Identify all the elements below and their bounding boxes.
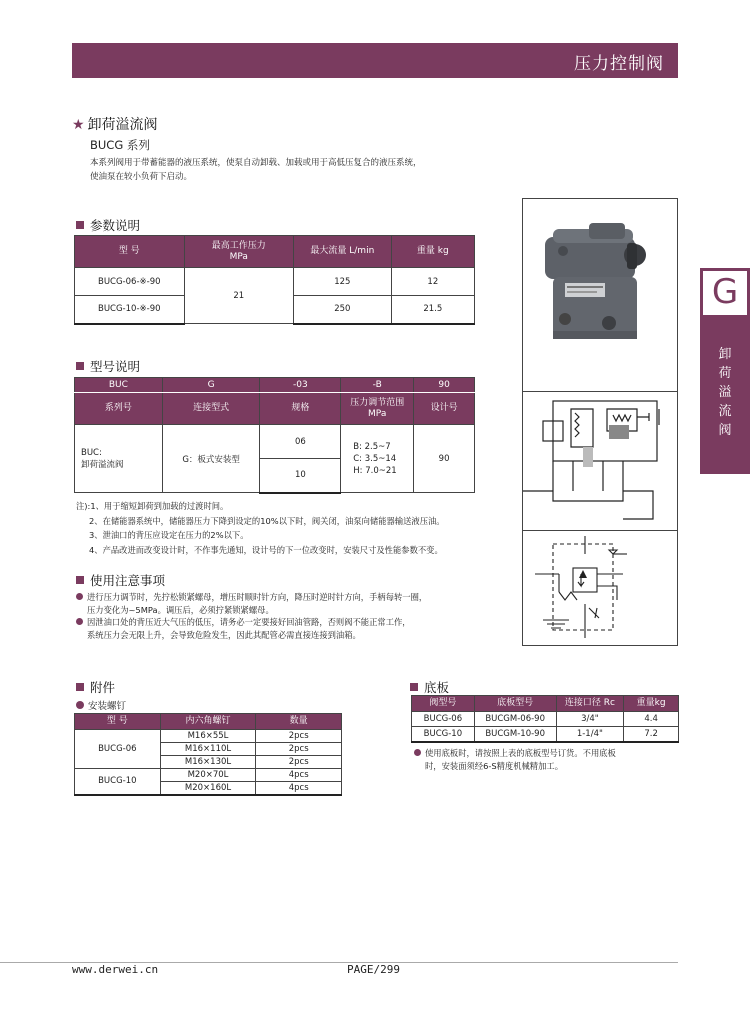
cell-size: 10 (260, 459, 341, 493)
col-range (341, 393, 414, 425)
cell-valve: BUCG-10 (412, 727, 475, 742)
col-weight: 重量 kg (391, 236, 474, 268)
cell-flow: 250 (294, 296, 392, 324)
intro-line: 本系列阀用于带蓄能器的液压系统，使泵自动卸载、加载或用于高低压复合的液压系统， (90, 158, 422, 168)
note-line: 3、泄油口的背压应设定在压力的2%以下。 (89, 530, 249, 541)
table-row (412, 727, 679, 742)
cell-qty: 4pcs (256, 769, 342, 782)
baseplate-note (414, 747, 684, 772)
cell-range (341, 425, 414, 493)
cell-model: BUCG-06 (75, 730, 161, 769)
params-table (74, 235, 475, 325)
col-port: 连接口径 Rc (556, 696, 624, 712)
intro-text (90, 156, 510, 184)
cell-range-line: B: 2.5~7 (353, 441, 391, 452)
side-char: 荷 (718, 366, 732, 381)
product-title (72, 114, 158, 134)
hydraulic-symbol-frame (522, 530, 678, 646)
col-pressure-line1: 最高工作压力 (211, 240, 266, 251)
note-line: 注):1、用于缩短卸荷到加载的过渡时间。 (76, 501, 229, 511)
col-size: 规格 (260, 393, 341, 425)
page-number: PAGE/299 (347, 963, 400, 976)
side-char: 溢 (718, 385, 732, 400)
series-label: BUCG 系列 (90, 138, 150, 152)
cell-size: 06 (260, 425, 341, 459)
col-model: 型 号 (75, 714, 161, 730)
bullet-dot-icon (76, 701, 84, 709)
col-weight: 重量kg (624, 696, 679, 712)
col-connection: 连接型式 (162, 393, 260, 425)
cell-bolt: M20×160L (160, 782, 256, 795)
cell-bolt: M16×55L (160, 730, 256, 743)
col-valve: 阀型号 (412, 696, 475, 712)
usage-heading (76, 571, 165, 589)
cell-connection: G：板式安装型 (162, 425, 260, 493)
cell-qty: 2pcs (256, 743, 342, 756)
cell-model: BUCG-10-※-90 (75, 296, 185, 324)
col-qty: 数量 (256, 714, 342, 730)
page-title: 压力控制阀 (574, 54, 664, 74)
cell-model: BUCG-06-※-90 (75, 268, 185, 296)
baseplate-heading (410, 678, 449, 696)
product-photo-frame (522, 198, 678, 392)
col-series: 系列号 (75, 393, 163, 425)
note-line: 2、在储能器系统中，储能器压力下降到设定的10%以下时，阀关闭，油泵向储能器输送液压油。 (89, 515, 445, 526)
cell-qty: 2pcs (256, 756, 342, 769)
code-part: G (162, 378, 260, 393)
bullet-dot-icon (414, 749, 421, 756)
usage-item-line: 因泄油口处的背压近大气压的低压，请务必一定要接好回油管路，否则阀不能正常工作， (87, 617, 411, 627)
params-heading-text: 参数说明 (90, 218, 141, 233)
col-bolt: 内六角螺钉 (160, 714, 256, 730)
col-model: 型 号 (75, 236, 185, 268)
intro-line: 使油泵在较小负荷下启动。 (90, 172, 193, 182)
cell-bolt: M16×110L (160, 743, 256, 756)
usage-item-line: 进行压力调节时，先拧松锁紧螺母，增压时顺时针方向，降压时逆时针方向，手柄每转一圈， (87, 592, 428, 602)
square-bullet-icon (410, 683, 418, 691)
col-pressure-unit: MPa (229, 251, 248, 262)
cell-model: BUCG-10 (75, 769, 161, 795)
side-char: 流 (718, 404, 732, 419)
col-plate: 底板型号 (474, 696, 556, 712)
product-title-text: 卸荷溢流阀 (87, 117, 158, 133)
cell-range-line: H: 7.0~21 (353, 465, 397, 476)
cell-port: 3/4" (556, 712, 624, 727)
params-heading (76, 216, 140, 234)
cell-qty: 4pcs (256, 782, 342, 795)
model-code-heading-text: 型号说明 (90, 359, 141, 374)
side-char: 卸 (718, 347, 732, 362)
cell-weight: 4.4 (624, 712, 679, 727)
col-design: 设计号 (414, 393, 475, 425)
star-icon: ★ (72, 117, 85, 133)
cell-series-line2: 卸荷溢流阀 (81, 459, 124, 470)
side-letter: G (700, 268, 750, 318)
side-label (714, 345, 736, 440)
col-flow: 最大流量 L/min (294, 236, 392, 268)
valve-photo (523, 199, 677, 391)
side-char: 阀 (718, 423, 732, 438)
cell-weight: 12 (391, 268, 474, 296)
code-part: -03 (260, 378, 341, 393)
cell-series (75, 425, 163, 493)
code-part: 90 (414, 378, 475, 393)
square-bullet-icon (76, 221, 84, 229)
usage-item-line: 压力变化为~5MPa。调压后，必须拧紧锁紧螺母。 (87, 604, 274, 615)
section-drawing-frame (522, 391, 678, 531)
table-row (412, 712, 679, 727)
baseplate-table (411, 695, 679, 743)
cell-valve: BUCG-06 (412, 712, 475, 727)
cell-qty: 2pcs (256, 730, 342, 743)
header-band (72, 43, 678, 78)
cell-plate: BUCGM-06-90 (474, 712, 556, 727)
model-code-heading (76, 357, 140, 375)
footer-url[interactable]: www.derwei.cn (72, 963, 159, 976)
note-line: 4、产品改进而改变设计时，不作事先通知，设计号的下一位改变时，安装尺寸及性能参数不变。 (89, 544, 443, 555)
usage-list (76, 591, 526, 641)
table-row (75, 730, 342, 743)
table-row (75, 425, 475, 459)
cell-series-line1: BUC: (81, 447, 102, 458)
baseplate-note-line: 使用底板时，请按照上表的底板型号订货。不用底板 (425, 748, 616, 758)
bolts-subheading-text: 安装螺钉 (88, 701, 127, 712)
usage-heading-text: 使用注意事项 (90, 573, 166, 588)
usage-item-line: 系统压力会无限上升，会导致危险发生，因此其配管必需直接连接到油箱。 (87, 629, 361, 640)
cell-pressure: 21 (184, 268, 294, 324)
baseplate-note-line: 时，安装面须经6-S精度机械精加工。 (425, 760, 563, 771)
square-bullet-icon (76, 362, 84, 370)
square-bullet-icon (76, 576, 84, 584)
cell-design: 90 (414, 425, 475, 493)
code-part: -B (341, 378, 414, 393)
code-part: BUC (75, 378, 163, 393)
cell-bolt: M16×130L (160, 756, 256, 769)
bolts-table (74, 713, 342, 796)
cell-flow: 125 (294, 268, 392, 296)
cell-port: 1-1/4" (556, 727, 624, 742)
col-range-line1: 压力调节范围 (350, 397, 405, 408)
valve-section-drawing (523, 391, 677, 529)
usage-item (76, 616, 526, 641)
cell-weight: 21.5 (391, 296, 474, 324)
cell-weight: 7.2 (624, 727, 679, 742)
table-row (75, 268, 475, 296)
accessories-heading-text: 附件 (90, 680, 116, 695)
square-bullet-icon (76, 683, 84, 691)
hydraulic-symbol (523, 530, 677, 644)
table-row (75, 769, 342, 782)
baseplate-heading-text: 底板 (424, 680, 450, 695)
cell-bolt: M20×70L (160, 769, 256, 782)
cell-range-line: C: 3.5~14 (353, 453, 397, 464)
accessories-heading (76, 678, 115, 696)
cell-plate: BUCGM-10-90 (474, 727, 556, 742)
usage-item (76, 591, 526, 616)
col-pressure (184, 236, 294, 268)
bullet-dot-icon (76, 593, 83, 600)
notes (76, 499, 516, 557)
model-code-table (74, 377, 475, 494)
bolts-subheading (76, 698, 126, 712)
bullet-dot-icon (76, 618, 83, 625)
col-range-unit: MPa (368, 408, 387, 419)
